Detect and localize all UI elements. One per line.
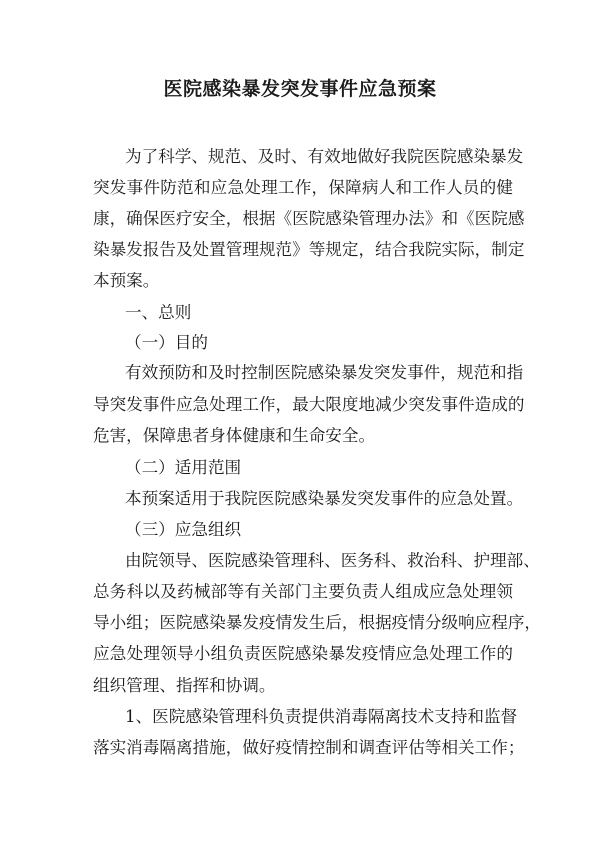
paragraph-line: 1、医院感染管理科负责提供消毒隔离技术支持和监督 [125,707,518,726]
paragraph-line: 染暴发报告及处置管理规范》等规定，结合我院实际，制定 [93,240,525,259]
paragraph-line: 突发事件防范和应急处理工作，保障病人和工作人员的健 [93,178,513,197]
document-title: 医院感染暴发突发事件应急预案 [163,78,437,100]
paragraph-line: 导小组；医院感染暴发疫情发生后，根据疫情分级响应程序， [93,613,542,632]
paragraph-line: 组织管理、指挥和协调。 [93,676,276,695]
paragraph-line: 康，确保医疗安全，根据《医院感染管理办法》和《医院感 [93,209,525,228]
subsection-heading-organization: （三）应急组织 [125,520,242,539]
paragraph-line: 有效预防和及时控制医院感染暴发突发事件，规范和指 [125,363,524,382]
paragraph-line: 本预案适用于我院医院感染暴发突发事件的应急处置。 [125,489,524,508]
subsection-heading-scope: （二）适用范围 [125,458,242,477]
section-heading-general: 一、总则 [125,303,192,322]
paragraph-line: 总务科以及药械部等有关部门主要负责人组成应急处理领 [93,582,513,601]
paragraph-line: 导突发事件应急处理工作，最大限度地减少突发事件造成的 [93,395,525,414]
paragraph-line: 危害，保障患者身体健康和生命安全。 [93,426,376,445]
paragraph-line: 本预案。 [93,271,160,290]
subsection-heading-purpose: （一）目的 [125,333,208,352]
paragraph-line: 落实消毒隔离措施，做好疫情控制和调查评估等相关工作； [93,738,525,757]
paragraph-line: 为了科学、规范、及时、有效地做好我院医院感染暴发 [125,147,524,166]
paragraph-line: 由院领导、医院感染管理科、医务科、救治科、护理部、 [125,551,540,570]
paragraph-line: 应急处理领导小组负责医院感染暴发疫情应急处理工作的 [93,644,513,663]
